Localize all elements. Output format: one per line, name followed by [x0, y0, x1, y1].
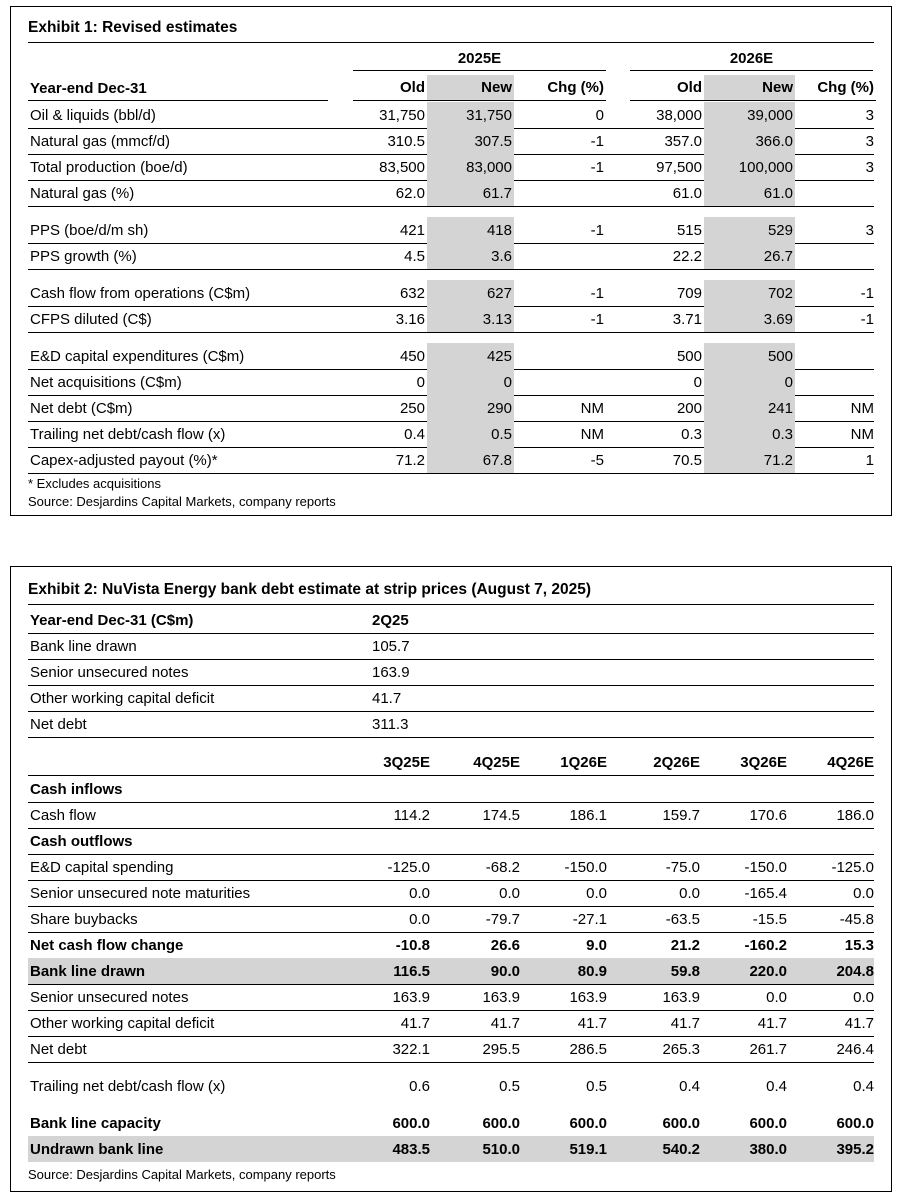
1q26e-value: 0.5 [586, 1077, 607, 1095]
row-underline [28, 269, 874, 270]
new-2026e-value: 366.0 [704, 128, 795, 154]
1q26e-value: 0.0 [586, 884, 607, 902]
header-chg-2026e: Chg (%) [795, 75, 876, 101]
group-header-2025e: 2025E [353, 46, 606, 71]
old-2025e-value: 632 [399, 284, 425, 302]
exhibit-2-top-header-row [28, 607, 874, 633]
4q25e-value: 295.5 [482, 1040, 520, 1058]
exhibit-2-title-rule [28, 604, 874, 605]
2q26e-value [609, 828, 702, 854]
3q25e-value: 483.5 [392, 1140, 430, 1158]
2q26e-value: 540.2 [662, 1140, 700, 1158]
2q26e-value: 600.0 [662, 1114, 700, 1132]
4q26e-value: 41.7 [844, 1014, 874, 1032]
new-2026e-value: 241 [704, 395, 795, 421]
exhibit-1-row-pps-growth [28, 243, 874, 269]
new-2026e-value: 61.0 [704, 180, 795, 206]
old-2026e-value: 200 [676, 399, 702, 417]
1q26e-value: 9.0 [586, 936, 607, 954]
new-2025e-value: 307.5 [427, 128, 514, 154]
chg-2026e-value: 3 [865, 158, 874, 176]
1q26e-value: -27.1 [572, 910, 607, 928]
1q26e-value: -150.0 [564, 858, 607, 876]
header-chg-2025e: Chg (%) [514, 75, 606, 101]
exhibit-2-top-row-bank-line-drawn [28, 633, 874, 659]
4q26e-value: -125.0 [831, 858, 874, 876]
2q25-value: 105.7 [372, 637, 410, 655]
row-label: Cash flow from operations (C$m) [30, 284, 251, 302]
exhibit-1-source: Source: Desjardins Capital Markets, company reports [28, 494, 336, 509]
exhibit-2-row-other-working-capital-deficit [28, 1010, 874, 1036]
new-2025e-value: 290 [427, 395, 514, 421]
4q25e-value: 510.0 [482, 1140, 520, 1158]
chg-2025e-value: NM [580, 399, 604, 417]
exhibit-1-title: Exhibit 1: Revised estimates [28, 19, 238, 36]
3q26e-value: 0.0 [766, 988, 787, 1006]
row-label: Senior unsecured notes [30, 663, 189, 681]
row-label: Trailing net debt/cash flow (x) [30, 425, 226, 443]
exhibit-2-row-bank-line-drawn [28, 958, 874, 984]
row-underline [28, 332, 874, 333]
row-label: Oil & liquids (bbl/d) [30, 106, 156, 124]
exhibit-2-source: Source: Desjardins Capital Markets, company reports [28, 1167, 336, 1182]
old-2025e-value: 0.4 [404, 425, 425, 443]
row-label: PPS growth (%) [30, 247, 137, 265]
header-3q25e: 3Q25E [383, 753, 430, 771]
exhibit-1-row-pps-boe-d-m-sh [28, 217, 874, 243]
exhibit-1-row-trailing-net-debt-cash-flow-x [28, 421, 874, 447]
3q26e-value: 0.4 [766, 1077, 787, 1095]
new-2025e-value: 0 [427, 369, 514, 395]
old-2026e-value: 515 [676, 221, 702, 239]
chg-2026e-value [795, 343, 876, 369]
exhibit-2-row-share-buybacks [28, 906, 874, 932]
3q26e-value: 220.0 [749, 962, 787, 980]
exhibit-1-footnote: * Excludes acquisitions [28, 476, 161, 491]
3q25e-value: 163.9 [392, 988, 430, 1006]
2q25-value: 311.3 [372, 715, 409, 733]
new-2026e-value: 0.3 [704, 421, 795, 447]
row-label: Undrawn bank line [30, 1140, 164, 1158]
chg-2026e-value: 3 [865, 106, 874, 124]
new-2025e-value: 0.5 [427, 421, 514, 447]
2q26e-value: 265.3 [662, 1040, 700, 1058]
new-2026e-value: 702 [704, 280, 795, 306]
2q26e-value: 0.0 [679, 884, 700, 902]
old-2025e-value: 450 [399, 347, 425, 365]
old-2026e-value: 0.3 [681, 425, 702, 443]
4q26e-value: 246.4 [836, 1040, 874, 1058]
3q25e-value [353, 776, 432, 802]
row-label: Net debt [30, 1040, 87, 1058]
2q26e-value: -63.5 [665, 910, 700, 928]
chg-2026e-value [795, 369, 876, 395]
4q26e-value: 204.8 [836, 962, 874, 980]
new-2026e-value: 500 [704, 343, 795, 369]
chg-2025e-value [514, 343, 606, 369]
chg-2025e-value [514, 180, 606, 206]
exhibit-1-row-capex-adjusted-payout [28, 447, 874, 473]
exhibit-1-row-natural-gas-mmcf-d [28, 128, 874, 154]
new-2025e-value: 83,000 [427, 154, 514, 180]
row-label: Bank line capacity [30, 1114, 161, 1132]
1q26e-value: 80.9 [577, 962, 607, 980]
old-2026e-value: 500 [676, 347, 702, 365]
4q26e-value: 0.4 [853, 1077, 874, 1095]
new-2025e-value: 67.8 [427, 447, 514, 473]
4q25e-value: 0.0 [499, 884, 520, 902]
row-label: Cash inflows [30, 780, 123, 798]
exhibit-1-row-net-debt-c-m [28, 395, 874, 421]
old-2026e-value: 97,500 [656, 158, 702, 176]
new-2026e-value: 26.7 [704, 243, 795, 269]
4q26e-value: -45.8 [839, 910, 874, 928]
3q26e-value: 600.0 [749, 1114, 787, 1132]
2q25-value: 41.7 [372, 689, 402, 707]
exhibit-2-row-cash-flow [28, 802, 874, 828]
3q26e-value: -160.2 [744, 936, 787, 954]
row-label: Bank line drawn [30, 637, 137, 655]
old-2026e-value: 38,000 [656, 106, 702, 124]
exhibit-1-revised-estimates [10, 6, 892, 516]
4q25e-value: 600.0 [482, 1114, 520, 1132]
row-label: Total production (boe/d) [30, 158, 188, 176]
exhibit-2-quarter-header-row [28, 749, 874, 775]
row-underline [28, 206, 874, 207]
3q25e-value: 116.5 [393, 962, 430, 980]
4q26e-value: 395.2 [836, 1140, 874, 1158]
chg-2025e-value: -5 [590, 451, 604, 469]
row-label: Other working capital deficit [30, 1014, 215, 1032]
exhibit-2-row-net-cash-flow-change [28, 932, 874, 958]
new-2026e-value: 529 [704, 217, 795, 243]
exhibit-2-row-undrawn-bank-line [28, 1136, 874, 1162]
4q25e-value: 90.0 [490, 962, 520, 980]
exhibit-1-row-oil-liquids-bbl-d [28, 102, 874, 128]
row-label: Net cash flow change [30, 936, 184, 954]
new-2025e-value: 3.6 [427, 243, 514, 269]
3q26e-value: -165.4 [744, 884, 787, 902]
2q26e-value: 59.8 [670, 962, 700, 980]
header-new-2025e: New [427, 75, 514, 101]
chg-2025e-value: NM [580, 425, 604, 443]
3q26e-value [702, 776, 789, 802]
exhibit-2-row-senior-unsecured-note-maturities [28, 880, 874, 906]
exhibit-2-row-bank-line-capacity [28, 1110, 874, 1136]
old-2025e-value: 31,750 [379, 106, 425, 124]
2q26e-value: 163.9 [662, 988, 700, 1006]
2q26e-value: 0.4 [679, 1077, 700, 1095]
old-2025e-value: 62.0 [395, 184, 425, 202]
2q26e-value: 41.7 [670, 1014, 700, 1032]
exhibit-1-header-row [28, 75, 874, 101]
4q25e-value: 41.7 [490, 1014, 520, 1032]
exhibit-2-top-row-senior-unsecured-notes [28, 659, 874, 685]
4q26e-value: 600.0 [836, 1114, 874, 1132]
1q26e-value: 186.1 [569, 806, 607, 824]
chg-2026e-value [795, 243, 876, 269]
row-label: Other working capital deficit [30, 689, 215, 707]
1q26e-value [522, 776, 609, 802]
3q26e-value [702, 828, 789, 854]
3q25e-value: 0.0 [409, 910, 430, 928]
new-2025e-value: 418 [427, 217, 514, 243]
chg-2025e-value: -1 [590, 132, 604, 150]
chg-2026e-value [795, 180, 876, 206]
exhibit-2-top-row-other-working-capital-deficit [28, 685, 874, 711]
new-2026e-value: 0 [704, 369, 795, 395]
4q25e-value [432, 776, 522, 802]
header-old-2025e: Old [353, 75, 427, 101]
exhibit-2-bank-debt-estimate [10, 566, 892, 1192]
old-2026e-value: 70.5 [672, 451, 702, 469]
old-2025e-value: 250 [399, 399, 425, 417]
new-2025e-value: 31,750 [427, 102, 514, 128]
3q25e-value: -10.8 [395, 936, 430, 954]
chg-2026e-value: NM [850, 425, 874, 443]
chg-2025e-value: -1 [590, 221, 604, 239]
old-2025e-value: 0 [416, 373, 425, 391]
old-2025e-value: 310.5 [387, 132, 425, 150]
3q25e-value: 41.7 [400, 1014, 430, 1032]
old-2025e-value: 71.2 [395, 451, 425, 469]
header-4q25e: 4Q25E [473, 753, 520, 771]
row-label: Net debt [30, 715, 87, 733]
old-2026e-value: 357.0 [664, 132, 702, 150]
new-2025e-value: 3.13 [427, 306, 514, 332]
3q26e-value: 41.7 [757, 1014, 787, 1032]
4q25e-value: 0.5 [499, 1077, 520, 1095]
4q26e-value [789, 828, 876, 854]
exhibit-2-row-trailing-net-debt-cash-flow-x [28, 1073, 874, 1099]
exhibit-1-row-net-acquisitions-c-m [28, 369, 874, 395]
exhibit-2-row-net-debt [28, 1036, 874, 1062]
header-new-2026e: New [704, 75, 795, 101]
header-3q26e: 3Q26E [740, 753, 787, 771]
new-2026e-value: 3.69 [704, 306, 795, 332]
header-2q25: 2Q25 [372, 611, 409, 629]
3q25e-value: 0.6 [409, 1077, 430, 1095]
row-label: Share buybacks [30, 910, 138, 928]
3q26e-value: -150.0 [744, 858, 787, 876]
header-year-end-csm: Year-end Dec-31 (C$m) [30, 611, 194, 629]
2q26e-value: -75.0 [665, 858, 700, 876]
row-label: E&D capital expenditures (C$m) [30, 347, 245, 365]
chg-2026e-value: 1 [865, 451, 874, 469]
4q26e-value: 186.0 [836, 806, 874, 824]
4q25e-value: 174.5 [482, 806, 520, 824]
header-label-rule [28, 100, 328, 101]
exhibit-2-row-senior-unsecured-notes [28, 984, 874, 1010]
2q26e-value: 159.7 [662, 806, 700, 824]
row-underline [28, 473, 874, 474]
4q25e-value: -68.2 [485, 858, 520, 876]
1q26e-value: 519.1 [569, 1140, 607, 1158]
old-2026e-value: 709 [676, 284, 702, 302]
row-label: Cash outflows [30, 832, 133, 850]
4q26e-value: 0.0 [853, 988, 874, 1006]
row-label: PPS (boe/d/m sh) [30, 221, 149, 239]
exhibit-1-row-natural-gas [28, 180, 874, 206]
chg-2025e-value: 0 [595, 106, 604, 124]
3q25e-value: -125.0 [387, 858, 430, 876]
new-2026e-value: 100,000 [704, 154, 795, 180]
3q26e-value: 170.6 [749, 806, 787, 824]
new-2025e-value: 627 [427, 280, 514, 306]
row-underline [28, 737, 874, 738]
chg-2026e-value: -1 [860, 310, 874, 328]
new-2026e-value: 71.2 [704, 447, 795, 473]
4q26e-value: 0.0 [853, 884, 874, 902]
2q26e-value [609, 776, 702, 802]
chg-2025e-value: -1 [590, 158, 604, 176]
header-4q26e: 4Q26E [827, 753, 874, 771]
header-old-2026e: Old [630, 75, 704, 101]
1q26e-value: 286.5 [569, 1040, 607, 1058]
chg-2026e-value: 3 [865, 221, 874, 239]
exhibit-2-top-row-net-debt [28, 711, 874, 737]
2q26e-value: 21.2 [670, 936, 700, 954]
row-label: Senior unsecured notes [30, 988, 189, 1006]
3q25e-value [353, 828, 432, 854]
old-2026e-value: 61.0 [672, 184, 702, 202]
exhibit-1-row-cfps-diluted-c [28, 306, 874, 332]
3q26e-value: 261.7 [749, 1040, 787, 1058]
old-2025e-value: 3.16 [395, 310, 425, 328]
row-label: Cash flow [30, 806, 96, 824]
row-label: Bank line drawn [30, 962, 146, 980]
exhibit-2-row-e-d-capital-spending [28, 854, 874, 880]
old-2026e-value: 22.2 [672, 247, 702, 265]
header-1q26e: 1Q26E [560, 753, 607, 771]
new-2026e-value: 39,000 [704, 102, 795, 128]
row-label: Net acquisitions (C$m) [30, 373, 182, 391]
row-label: Net debt (C$m) [30, 399, 133, 417]
row-underline [28, 1062, 874, 1063]
1q26e-value [522, 828, 609, 854]
chg-2025e-value: -1 [590, 310, 604, 328]
row-label: CFPS diluted (C$) [30, 310, 152, 328]
4q26e-value [789, 776, 876, 802]
header-year-end: Year-end Dec-31 [30, 79, 147, 97]
chg-2026e-value: 3 [865, 132, 874, 150]
old-2025e-value: 83,500 [379, 158, 425, 176]
exhibit-1-row-total-production-boe-d [28, 154, 874, 180]
old-2026e-value: 3.71 [672, 310, 702, 328]
header-2q26e: 2Q26E [653, 753, 700, 771]
3q25e-value: 0.0 [409, 884, 430, 902]
exhibit-2-title: Exhibit 2: NuVista Energy bank debt estimate at strip prices (August 7, 2025) [28, 581, 592, 598]
row-label: Natural gas (mmcf/d) [30, 132, 171, 150]
4q25e-value: 26.6 [490, 936, 520, 954]
chg-2025e-value [514, 243, 606, 269]
row-label: Capex-adjusted payout (%)* [30, 451, 218, 469]
group-header-2026e: 2026E [630, 46, 873, 71]
old-2025e-value: 421 [399, 221, 425, 239]
4q25e-value [432, 828, 522, 854]
new-2025e-value: 425 [427, 343, 514, 369]
1q26e-value: 41.7 [577, 1014, 607, 1032]
old-2026e-value: 0 [693, 373, 702, 391]
new-2025e-value: 61.7 [427, 180, 514, 206]
exhibit-2-row-cash-inflows [28, 776, 874, 802]
row-label: Senior unsecured note maturities [30, 884, 251, 902]
old-2025e-value: 4.5 [404, 247, 425, 265]
1q26e-value: 600.0 [569, 1114, 607, 1132]
exhibit-1-row-cash-flow-from-operations-c-m [28, 280, 874, 306]
3q25e-value: 114.2 [393, 806, 430, 824]
1q26e-value: 163.9 [569, 988, 607, 1006]
3q25e-value: 322.1 [392, 1040, 430, 1058]
3q25e-value: 600.0 [392, 1114, 430, 1132]
3q26e-value: 380.0 [749, 1140, 787, 1158]
row-label: Trailing net debt/cash flow (x) [30, 1077, 226, 1095]
row-label: Natural gas (%) [30, 184, 135, 202]
exhibit-1-row-e-d-capital-expenditures-c-m [28, 343, 874, 369]
exhibit-1-title-rule [28, 42, 874, 43]
chg-2025e-value: -1 [590, 284, 604, 302]
4q25e-value: -79.7 [485, 910, 520, 928]
4q26e-value: 15.3 [844, 936, 874, 954]
row-label: E&D capital spending [30, 858, 174, 876]
4q25e-value: 163.9 [482, 988, 520, 1006]
3q26e-value: -15.5 [752, 910, 787, 928]
2q25-value: 163.9 [372, 663, 410, 681]
chg-2026e-value: -1 [860, 284, 874, 302]
chg-2025e-value [514, 369, 606, 395]
chg-2026e-value: NM [850, 399, 874, 417]
exhibit-2-row-cash-outflows [28, 828, 874, 854]
